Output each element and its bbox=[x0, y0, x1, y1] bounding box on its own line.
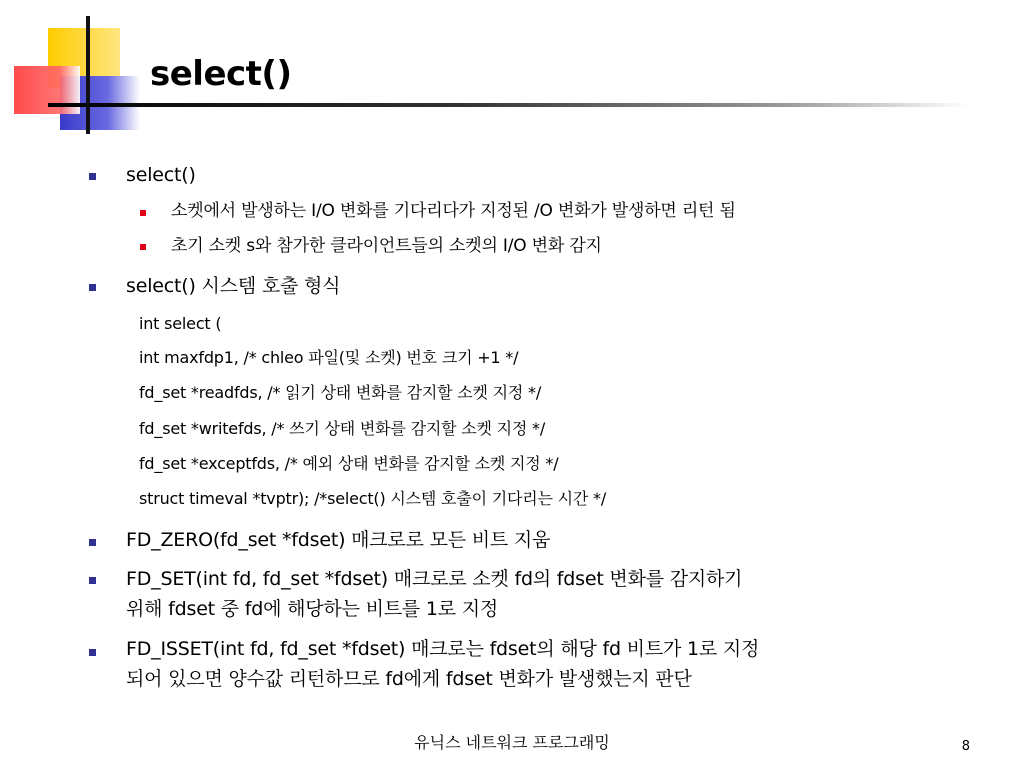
bullet-text-continuation: 되어 있으면 양수값 리턴하므로 fd에게 fdset 변화가 발생했는지 판단 bbox=[126, 668, 692, 690]
bullet-text-continuation: 위해 fdset 중 fd에 해당하는 비트를 1로 지정 bbox=[126, 598, 499, 620]
code-line: int maxfdp1, /* chleo 파일(및 소켓) 번호 크기 +1 */ bbox=[139, 348, 519, 367]
sub-bullet-marker bbox=[140, 210, 146, 216]
bullet-marker bbox=[89, 539, 96, 546]
slide-title: select() bbox=[150, 54, 292, 94]
sub-bullet-text: 초기 소켓 s와 참가한 클라이언트들의 소켓의 I/O 변화 감지 bbox=[171, 236, 602, 256]
bullet-marker bbox=[89, 649, 96, 656]
bullet-text: select() 시스템 호출 형식 bbox=[126, 275, 341, 297]
bullet-text: FD_SET(int fd, fd_set *fdset) 매크로로 소켓 fd의 fdset 변화를 감지하기 bbox=[126, 568, 743, 590]
code-line: fd_set *exceptfds, /* 예외 상태 변화를 감지할 소켓 지정 */ bbox=[139, 454, 559, 473]
bullet-marker bbox=[89, 284, 96, 291]
code-line: struct timeval *tvptr); /*select() 시스템 호출이 기다리는 시간 */ bbox=[139, 489, 607, 508]
page-number: 8 bbox=[961, 739, 970, 754]
code-line: fd_set *writefds, /* 쓰기 상태 변화를 감지할 소켓 지정 */ bbox=[139, 419, 546, 438]
slide-footer: 유닉스 네트워크 프로그래밍 bbox=[414, 733, 610, 752]
bullet-text: FD_ISSET(int fd, fd_set *fdset) 매크로는 fdset의 해당 fd 비트가 1로 지정 bbox=[126, 638, 760, 660]
bullet-marker bbox=[89, 577, 96, 584]
sub-bullet-text: 소켓에서 발생하는 I/O 변화를 기다리다가 지정된 /O 변화가 발생하면 리턴 됨 bbox=[171, 201, 736, 221]
bullet-text: FD_ZERO(fd_set *fdset) 매크로로 모든 비트 지움 bbox=[126, 529, 551, 551]
bullet-text: select() bbox=[126, 164, 196, 186]
sub-bullet-marker bbox=[140, 244, 146, 250]
code-line: fd_set *readfds, /* 읽기 상태 변화를 감지할 소켓 지정 */ bbox=[139, 383, 542, 402]
bullet-marker bbox=[89, 173, 96, 180]
code-line: int select ( bbox=[139, 314, 222, 333]
